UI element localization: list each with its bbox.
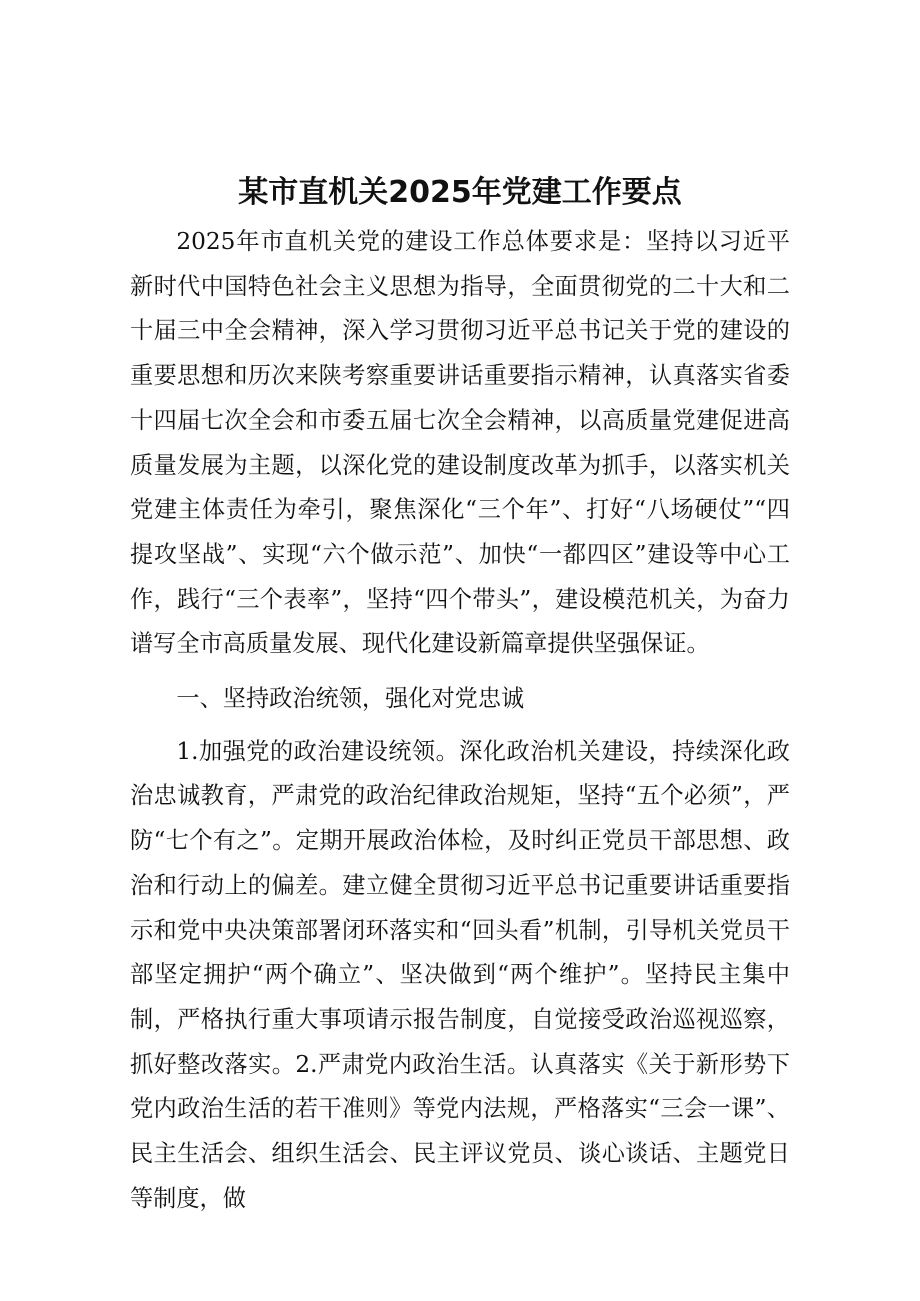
section-heading-1: 一、坚持政治统领，强化对党忠诚 bbox=[176, 685, 525, 713]
intro-paragraph: 2025年市直机关党的建设工作总体要求是：坚持以习近平新时代中国特色社会主义思想为指导，全面贯彻党的二十大和二十届三中全会精神，深入学习贯彻习近平总书记关于党的建设的重要思想和历次来陕考察重要讲话重要指示精神，认真落实省委十四届七次全会和市委五届七次全会精神，以高质量党建促进高质量发展为主题，以深化党的建设制度改革为抓手，以落实机关党建主体责任为牵引，聚焦深化“三个年”、打好“八场硬仗”“四提攻坚战”、实现“六个做示范”、加快“一都四区”建设等中心工作，践行“三个表率”，坚持“四个带头”，建设模范机关，为奋力谱写全市高质量发展、现代化建设新篇章提供坚强保证。 bbox=[130, 228, 790, 658]
section-1-paragraph: 1.加强党的政治建设统领。深化政治机关建设，持续深化政治忠诚教育，严肃党的政治纪律政治规矩，坚持“五个必须”，严防“七个有之”。定期开展政治体检，及时纠正党员干部思想、政治和行动上的偏差。建立健全贯彻习近平总书记重要讲话重要指示和党中央决策部署闭环落实和“回头看”机制，引导机关党员干部坚定拥护“两个确立”、坚决做到“两个维护”。坚持民主集中制，严格执行重大事项请示报告制度，自觉接受政治巡视巡察，抓好整改落实。2.严肃党内政治生活。认真落实《关于新形势下党内政治生活的若干准则》等党内法规，严格落实“三会一课”、民主生活会、组织生活会、民主评议党员、谈心谈话、主题党日等制度，做 bbox=[130, 737, 790, 1212]
document-title: 某市直机关2025年党建工作要点 bbox=[238, 175, 682, 210]
